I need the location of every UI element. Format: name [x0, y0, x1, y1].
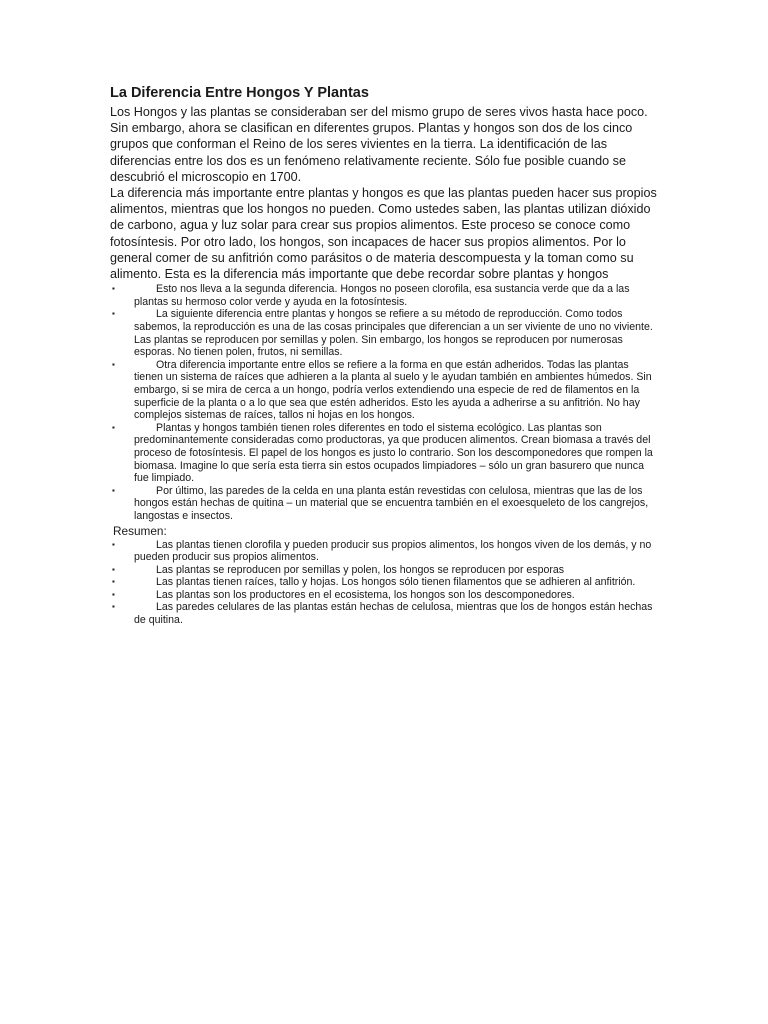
list-item [110, 576, 660, 589]
bullet-marker: ▪ [112, 589, 115, 599]
document-page [110, 84, 660, 627]
list-item-text: Las plantas se reproducen por semillas y polen, los hongos se reproducen por esporas [156, 563, 565, 576]
bullet-marker: ▪ [112, 359, 115, 369]
list-item [110, 359, 660, 422]
list-item-text: Plantas y hongos también tienen roles diferentes en todo el sistema ecológico. Las plantas son predominantemente consideradas como productoras, ya que producen alimentos. Crean biomasa a través del proceso de fotosíntesis. El papel de los hongos es justo lo contrario. Son los descomponedores que rompen la biomasa. Imagine lo que sería esta tierra sin estos ocupados limpiadores – sólo un gran basurero que nunca fue limpiado. [134, 421, 653, 485]
list-item-text: Por último, las paredes de la celda en una planta están revestidas con celulosa, mientras que las de los hongos están hechas de quitina – un material que se encuentra también en el exoesqueleto de los cangrejos, langostas e insectos. [134, 484, 649, 522]
summary-heading: Resumen: [113, 523, 167, 538]
list-item [110, 422, 660, 485]
bullet-marker: ▪ [112, 602, 115, 612]
bullet-marker: ▪ [112, 577, 115, 587]
summary-list [110, 539, 660, 627]
list-item [110, 485, 660, 523]
list-item [110, 539, 660, 564]
list-item-text: Las plantas son los productores en el ecosistema, los hongos son los descomponedores. [156, 588, 575, 601]
list-item [110, 601, 660, 626]
bullet-marker: ▪ [112, 539, 115, 549]
list-item-text: Las plantas tienen raíces, tallo y hojas. Los hongos sólo tienen filamentos que se adhieren al anfitrión. [156, 576, 636, 589]
list-item-text: Las plantas tienen clorofila y pueden producir sus propios alimentos, los hongos viven de los demás, y no pueden producir sus propios alimentos. [134, 538, 652, 564]
list-item-text: Esto nos lleva a la segunda diferencia. Hongos no poseen clorofila, esa sustancia verde que da a las plantas su hermoso color verde y ayuda en la fotosíntesis. [134, 283, 630, 308]
bullet-marker: ▪ [112, 564, 115, 574]
bullet-marker: ▪ [112, 422, 115, 432]
list-item-text: Otra diferencia importante entre ellos se refiere a la forma en que están adheridos. Todas las plantas tienen un sistema de raíces que adhieren a la planta al suelo y le ayudan también en ambientes húmedos. Sin embargo, si se mira de cerca a un hongo, podría verlos extendiendo una especie de red de filamentos en la superficie de la planta o a lo que sea que estén adheridos. Esto les ayuda a adherirse a su anfitrión. No hay complejos sistemas de raíces, tallos ni hojas en los hongos. [134, 358, 652, 422]
list-item-text: Las paredes celulares de las plantas están hechas de celulosa, mientras que los de hongos están hechas de quitina. [134, 601, 653, 627]
intro-paragraph: Los Hongos y las plantas se consideraban ser del mismo grupo de seres vivos hasta hace poco. Sin embargo, ahora se clasifican en diferentes grupos. Plantas y hongos son dos de los cinco grupos que conforman el Reino de los seres vivientes en la tierra. La identificación de las diferencias entre los dos es un fenómeno relativamente reciente. Sólo fue posible cuando se descubrió el microscopio en 1700. [110, 105, 648, 184]
main-difference-paragraph: La diferencia más importante entre plantas y hongos es que las plantas pueden hacer sus propios alimentos, mientras que los hongos no pueden. Como ustedes saben, las plantas utilizan dióxido de carbono, agua y luz solar para crear sus propios alimentos. Este proceso se conoce como fotosíntesis. Por otro lado, los hongos, son incapaces de hacer sus propios alimentos. Por lo general comer de su anfitrión como parásitos o de materia descompuesta y la toman como su alimento. Esta es la diferencia más importante que debe recordar sobre plantas y hongos [110, 186, 657, 282]
differences-list [110, 283, 660, 522]
list-item [110, 564, 660, 577]
list-item [110, 283, 660, 308]
list-item-text: La siguiente diferencia entre plantas y hongos se refiere a su método de reproducción. Como todos sabemos, la reproducción es una de las cosas principales que diferencian a un ser viviente de uno no viviente. Las plantas se reproducen por semillas y polen. Sin embargo, los hongos se reproducen por numerosas esporas. No tienen polen, frutos, ni semillas. [134, 308, 653, 359]
list-item [110, 589, 660, 602]
bullet-marker: ▪ [112, 284, 115, 294]
list-item [110, 308, 660, 358]
document-title: La Diferencia Entre Hongos Y Plantas [110, 85, 369, 101]
bullet-marker: ▪ [112, 309, 115, 319]
bullet-marker: ▪ [112, 485, 115, 495]
